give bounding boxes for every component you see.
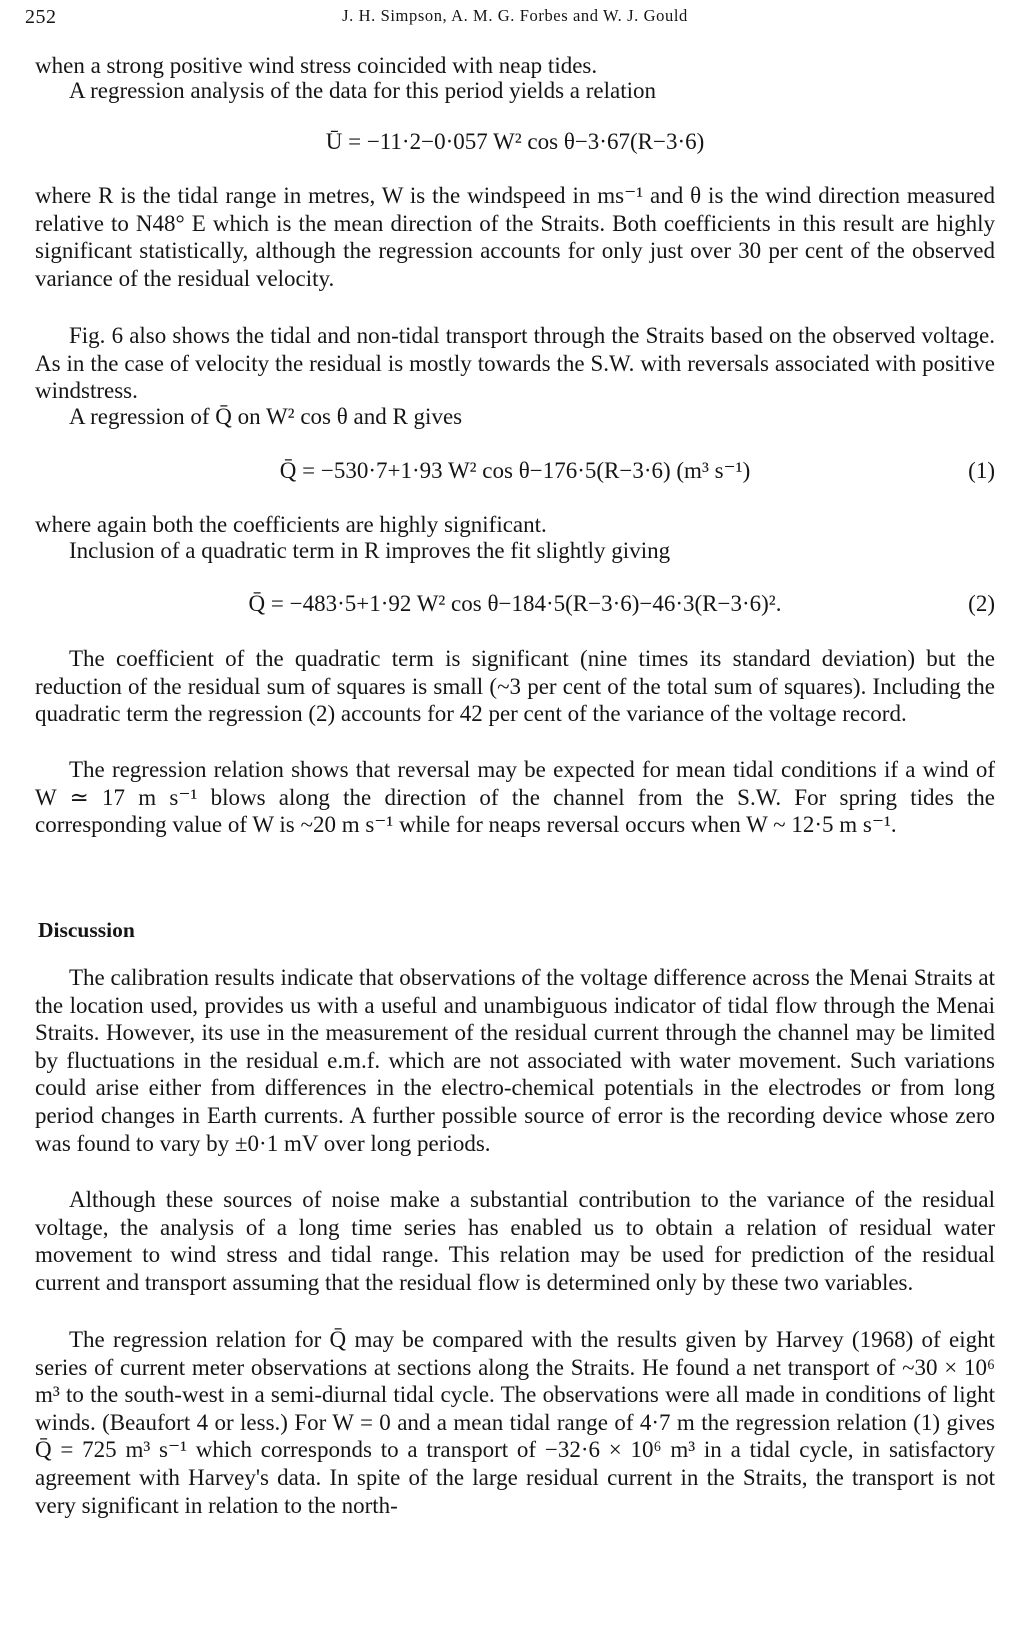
paragraph: The calibration results indicate that observations of the voltage difference across the Menai Straits at the location used, provides us with a useful and unambiguous indicator of tidal flow through the Menai Straits. However, its use in the measurement of the residual current through the channel may be limited by fluctuations in the residual e.m.f. which are not associated with water movement. Such variations could arise either from differences in the electro-chemical potentials in the electrodes or from long period changes in Earth currents. A further possible source of error is the recording device whose zero was found to vary by ±0·1 mV over long periods. [35,965,995,1156]
paragraph: where again both the coefficients are highly significant. [35,512,547,537]
running-header [25,6,995,32]
page-number: 252 [25,6,57,28]
paragraph: A regression of Q̄ on W² cos θ and R gives [69,404,463,429]
section-heading-discussion: Discussion [38,918,135,942]
journal-page [25,0,995,1635]
paragraph: The coefficient of the quadratic term is significant (nine times its standard deviation) but the reduction of the residual sum of squares is small (~3 per cent of the total sum of squares). Including the quadratic term the regression (2) accounts for 42 per cent of the variance of the voltage record. [35,646,995,727]
equation-number: (2) [968,591,995,616]
paragraph: Fig. 6 also shows the tidal and non-tidal transport through the Straits based on the observed voltage. As in the case of velocity the residual is mostly towards the S.W. with reversals associated with positive windstress. [35,323,995,404]
equation-1 [35,457,995,485]
paragraph: when a strong positive wind stress coincided with neap tides. [35,53,598,78]
running-header-authors: J. H. Simpson, A. M. G. Forbes and W. J. Gould [342,6,688,25]
equation-body: Q̄ = −530·7+1·93 W² cos θ−176·5(R−3·6) (m³ s⁻¹) [279,458,751,483]
equation-velocity-regression [35,128,995,156]
paragraph: The regression relation shows that reversal may be expected for mean tidal conditions if a wind of W ≃ 17 m s⁻¹ blows along the direction of the channel from the S.W. For spring tides the corresponding value of W is ~20 m s⁻¹ while for neaps reversal occurs when W ~ 12·5 m s⁻¹. [35,757,995,838]
equation-body: Q̄ = −483·5+1·92 W² cos θ−184·5(R−3·6)−46·3(R−3·6)². [248,591,782,616]
equation-2 [35,590,995,618]
equation-number: (1) [968,458,995,483]
paragraph: Although these sources of noise make a substantial contribution to the variance of the residual voltage, the analysis of a long time series has enabled us to obtain a relation of residual water movement to wind stress and tidal range. This relation may be used for prediction of the residual current and transport assuming that the residual flow is determined only by these two variables. [35,1187,995,1295]
paragraph: The regression relation for Q̄ may be compared with the results given by Harvey (1968) of eight series of current meter observations at sections along the Straits. He found a net transport of ~30 × 10⁶ m³ to the south-west in a semi-diurnal tidal cycle. The observations were all made in conditions of light winds. (Beaufort 4 or less.) For W = 0 and a mean tidal range of 4·7 m the regression relation (1) gives Q̄ = 725 m³ s⁻¹ which corresponds to a transport of −32·6 × 10⁶ m³ in a tidal cycle, in satisfactory agreement with Harvey's data. In spite of the large residual current in the Straits, the transport is not very significant in relation to the north- [35,1327,995,1518]
paragraph: where R is the tidal range in metres, W is the windspeed in ms⁻¹ and θ is the wind direction measured relative to N48° E which is the mean direction of the Straits. Both coefficients in this result are highly significant statistically, although the regression accounts for only just over 30 per cent of the observed variance of the residual velocity. [35,183,995,291]
paragraph: A regression analysis of the data for this period yields a relation [69,78,656,103]
paragraph: Inclusion of a quadratic term in R improves the fit slightly giving [69,538,671,563]
equation-body: Ū = −11·2−0·057 W² cos θ−3·67(R−3·6) [325,129,705,154]
